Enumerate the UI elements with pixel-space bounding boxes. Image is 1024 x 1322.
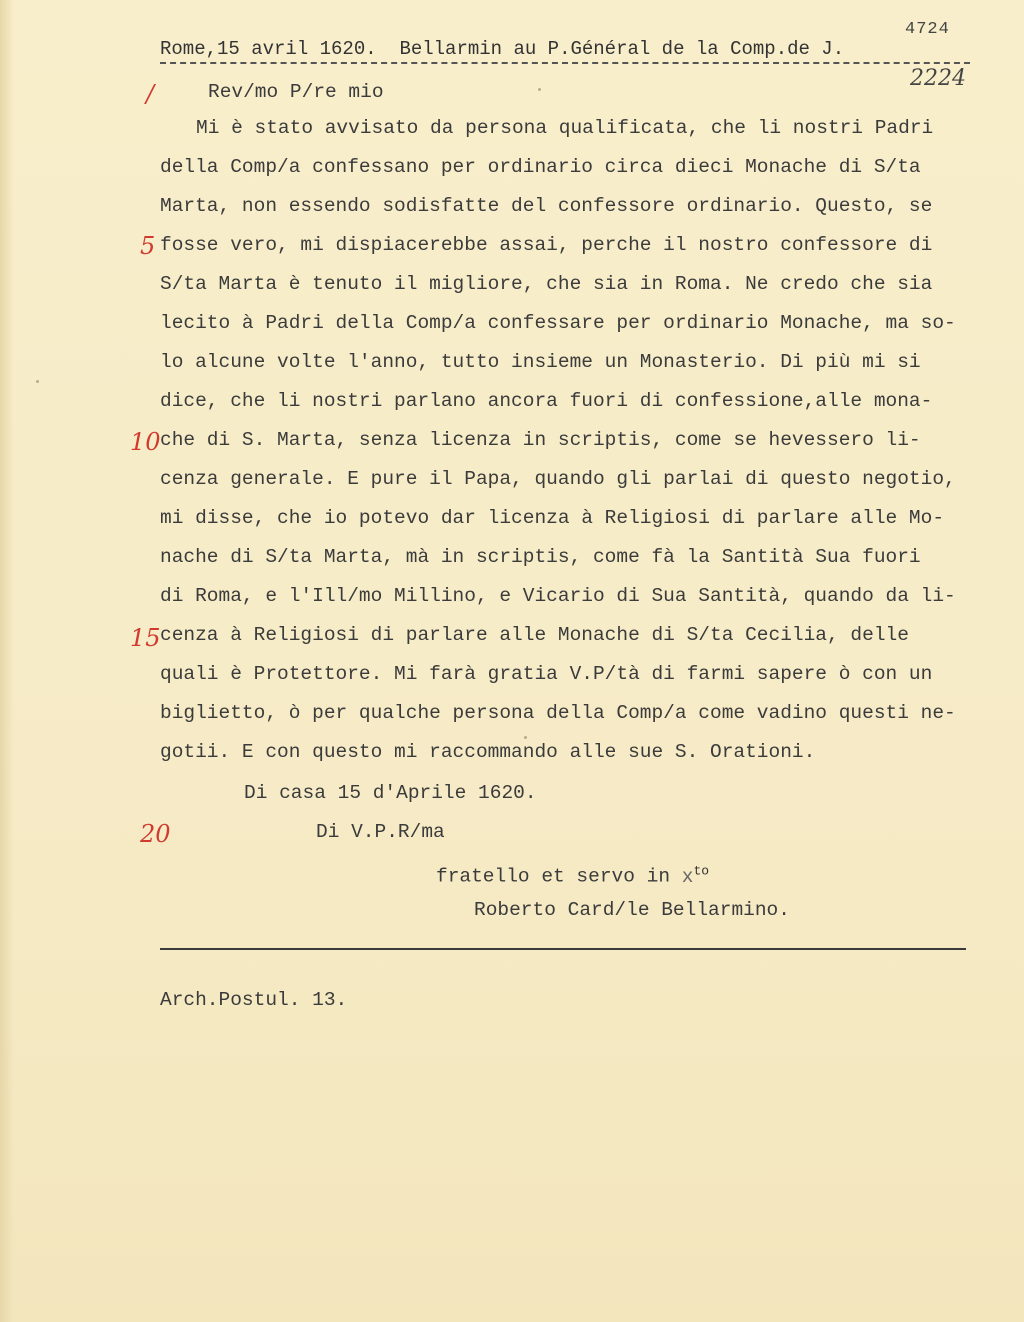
closing: Di V.P.R/ma (316, 821, 445, 843)
signoff-prefix: fratello et servo in (436, 865, 682, 888)
body-line: di Roma, e l'Ill/mo Millino, e Vicario di Sua Santità, quando da li- (160, 585, 956, 607)
body-line: quali è Protettore. Mi farà gratia V.P/tà di farmi sapere ò con un (160, 663, 933, 685)
document-number: 4724 (905, 20, 950, 39)
handwritten-number: 2224 (910, 66, 966, 91)
body-line: cenza generale. E pure il Papa, quando gli parlai di questo negotio, (160, 468, 956, 490)
body-line: mi disse, che io potevo dar licenza à Religiosi di parlare alle Mo- (160, 507, 945, 529)
document-header: Rome,15 avril 1620. Bellarmin au P.Général de la Comp.de J. (160, 38, 970, 64)
body-line: S/ta Marta è tenuto il migliore, che sia in Roma. Ne credo che sia (160, 273, 933, 295)
margin-mark-10: 10 (130, 428, 161, 456)
margin-mark-1: / (146, 80, 155, 108)
body-line: nache di S/ta Marta, mà in scriptis, come fà la Santità Sua fuori (160, 546, 921, 568)
body-line: cenza à Religiosi di parlare alle Monache di S/ta Cecilia, delle (160, 624, 909, 646)
margin-mark-5: 5 (140, 232, 156, 260)
paper-speck (36, 380, 39, 383)
body-line: fosse vero, mi dispiacerebbe assai, perche il nostro confessore di (160, 234, 933, 256)
christo-x: x (681, 865, 694, 888)
signoff (436, 859, 709, 889)
body-line: Mi è stato avvisato da persona qualificata, che li nostri Padri (196, 117, 934, 139)
archive-reference: Arch.Postul. 13. (160, 989, 348, 1011)
body-line: che di S. Marta, senza licenza in scriptis, come se hevessero li- (160, 429, 921, 451)
body-line: biglietto, ò per qualche persona della Comp/a come vadino questi ne- (160, 702, 956, 724)
body-line: lecito à Padri della Comp/a confessare per ordinario Monache, ma so- (160, 312, 956, 334)
body-line: gotii. E con questo mi raccommando alle sue S. Orationi. (160, 741, 816, 763)
body-line: dice, che li nostri parlano ancora fuori di confessione,alle mona- (160, 390, 933, 412)
body-line: Marta, non essendo sodisfatte del confessore ordinario. Questo, se (160, 195, 933, 217)
margin-mark-15: 15 (130, 624, 161, 652)
paper-edge-shadow (0, 0, 14, 1322)
body-line: della Comp/a confessano per ordinario circa dieci Monache di S/ta (160, 156, 921, 178)
christo-abbreviation (681, 863, 710, 888)
separator-rule (160, 948, 966, 950)
body-line: lo alcune volte l'anno, tutto insieme un Monasterio. Di più mi si (160, 351, 921, 373)
paper-speck (538, 88, 541, 91)
christo-superscript: to (693, 863, 710, 878)
signature: Roberto Card/le Bellarmino. (474, 899, 790, 921)
salutation: Rev/mo P/re mio (208, 81, 384, 103)
margin-mark-20: 20 (140, 820, 171, 848)
dateline: Di casa 15 d'Aprile 1620. (244, 782, 537, 804)
paper-speck (524, 736, 527, 739)
